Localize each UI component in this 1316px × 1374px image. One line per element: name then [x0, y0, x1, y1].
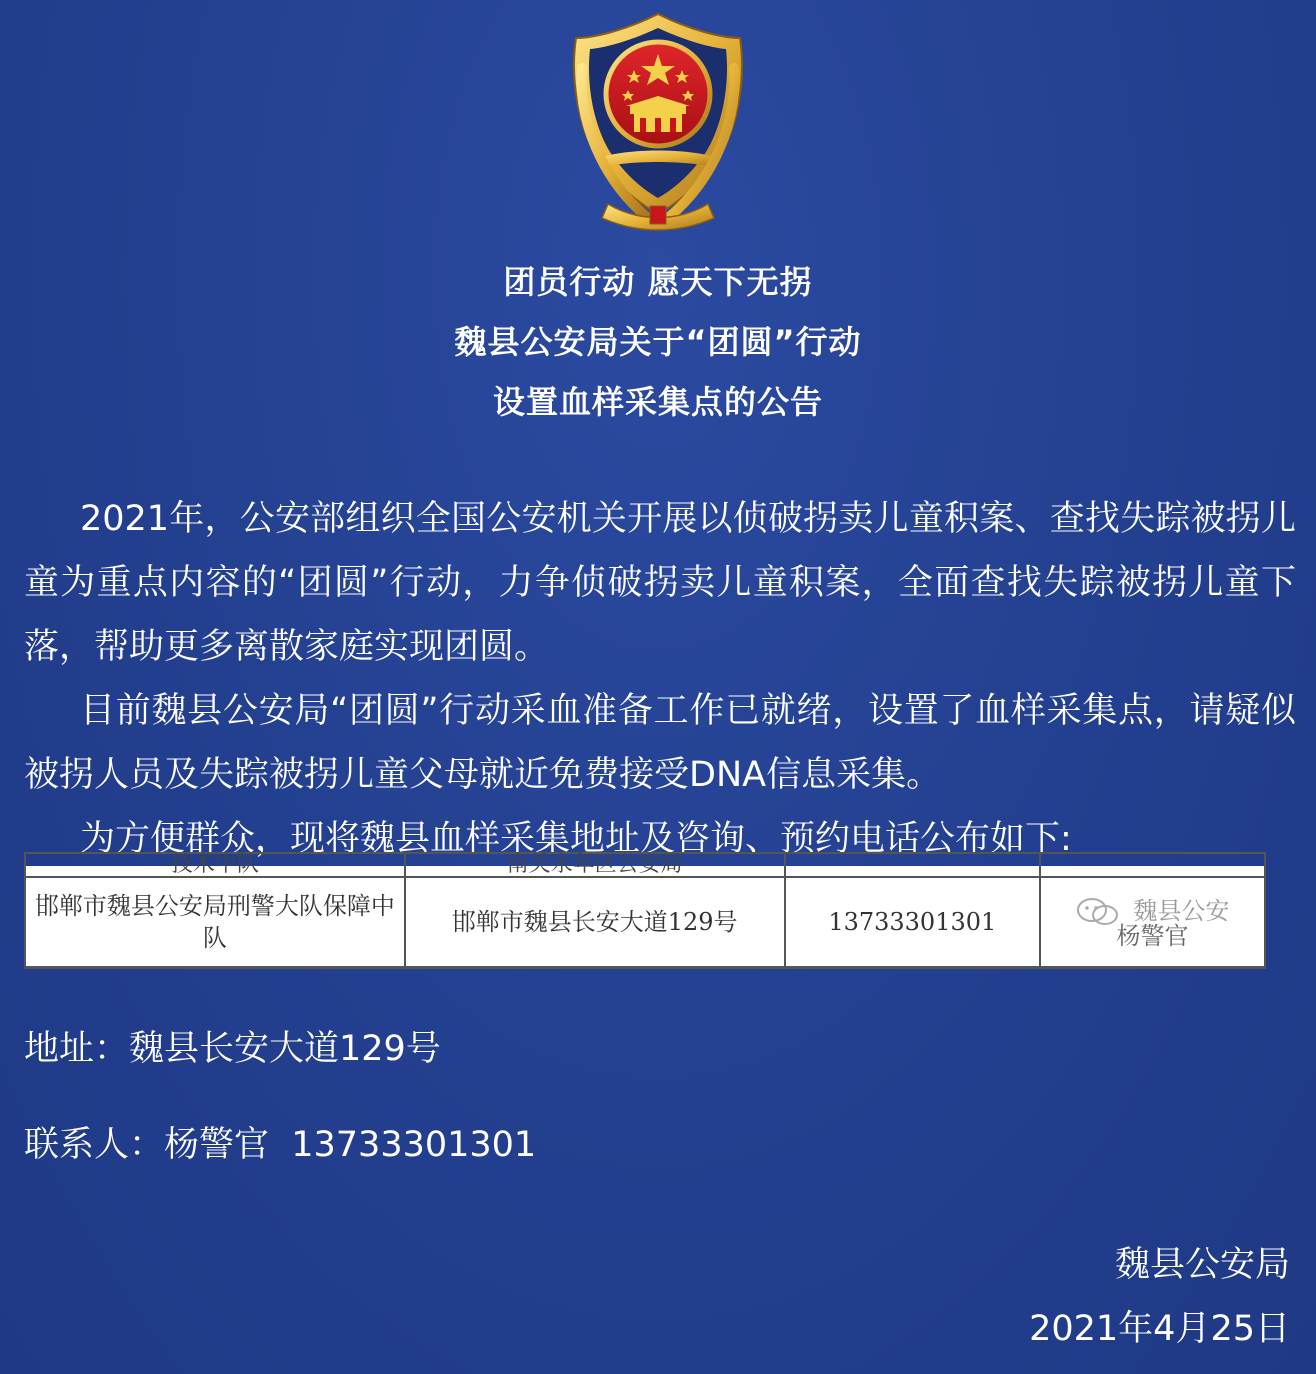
- paragraph-announcement: 为方便群众，现将魏县血样采集地址及咨询、预约电话公布如下:: [80, 819, 1072, 859]
- table-cell: [1040, 853, 1265, 877]
- table-cell: [785, 853, 1041, 877]
- table-cell-address: 邯郸市魏县长安大道129号: [405, 877, 785, 967]
- wechat-icon: [1076, 897, 1120, 927]
- paragraph-preparation: 目前魏县公安局“团圆”行动采血准备工作已就绪，设置了血样采集点，请疑似被拐人员及失踪被拐儿童父母就近免费接受DNA信息采集。: [24, 691, 1296, 795]
- watermark: [1076, 897, 1230, 927]
- table-cell-contact: [1040, 877, 1265, 967]
- title-line-2: 魏县公安局关于“团圆”行动: [454, 323, 862, 361]
- contact-line: 联系人：杨警官 13733301301: [24, 1125, 537, 1165]
- title-line-3: 设置血样采集点的公告: [492, 383, 823, 421]
- notice-body: [24, 487, 1296, 871]
- watermark-text: 魏县公安: [1133, 897, 1230, 925]
- table-cell-phone: 13733301301: [785, 877, 1041, 967]
- table-row: [25, 853, 1265, 877]
- notice-title-block: [0, 252, 1316, 432]
- table-cell: 南关永年区公安局: [405, 853, 785, 877]
- signature-org: 魏县公安局: [1114, 1245, 1290, 1285]
- collection-point-table: [24, 852, 1266, 969]
- table-cell: 技术中队: [25, 853, 405, 877]
- contact-name: 杨警官: [1116, 922, 1189, 950]
- table-row: [25, 877, 1265, 967]
- paragraph-intro: 2021年，公安部组织全国公安机关开展以侦破拐卖儿童积案、查找失踪被拐儿童为重点内容的“团圆”行动，力争侦破拐卖儿童积案，全面查找失踪被拐儿童下落，帮助更多离散家庭实现团圆。: [24, 499, 1296, 667]
- signature-date: 2021年4月25日: [1029, 1309, 1290, 1349]
- table-cell-unit: 邯郸市魏县公安局刑警大队保障中队: [25, 877, 405, 967]
- title-line-1: 团员行动 愿天下无拐: [503, 263, 813, 301]
- address-line: 地址：魏县长安大道129号: [24, 1029, 441, 1069]
- police-emblem-icon: [548, 8, 768, 233]
